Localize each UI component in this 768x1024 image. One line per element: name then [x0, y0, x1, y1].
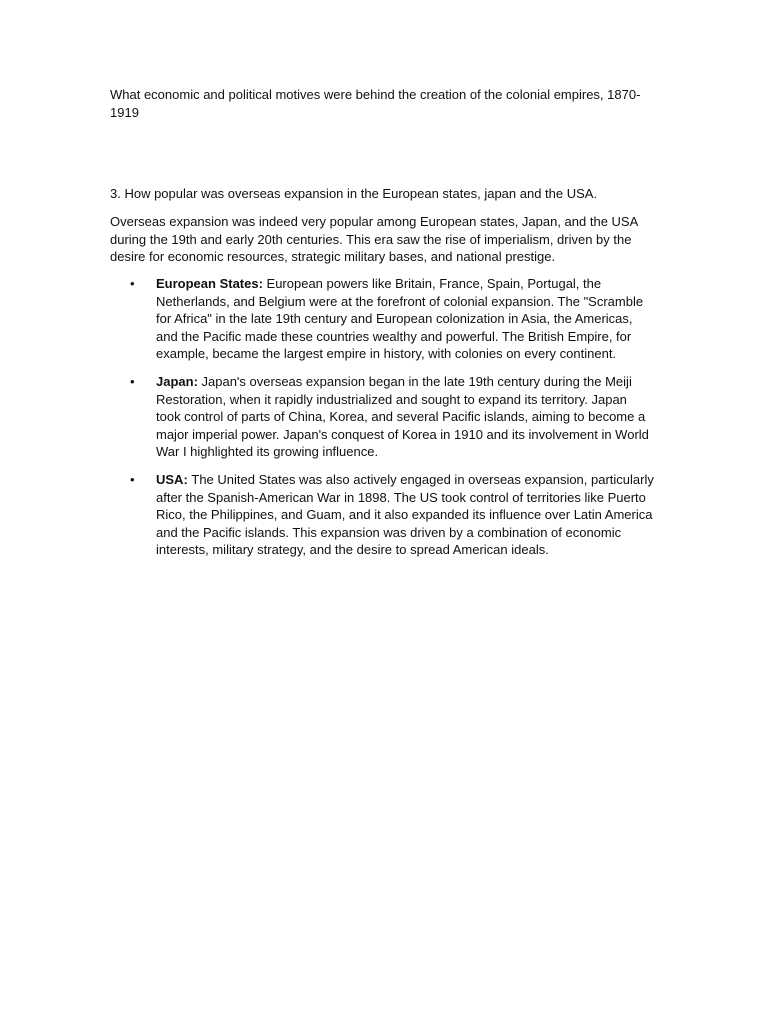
bullet-item-usa	[110, 471, 655, 559]
bullet-text: European powers like Britain, France, Spain, Portugal, the Netherlands, and Belgium were at the forefront of colonial expansion. The "Scramble for Africa" in the late 19th century and European colonization in Asia, the Americas, and the Pacific made these countries wealthy and powerful. The British Empire, for example, became the largest empire in history, with colonies on every continent.	[156, 276, 644, 362]
document-title: What economic and political motives were behind the creation of the colonial empires, 1870-1919	[110, 87, 641, 120]
bullet-text: The United States was also actively engaged in overseas expansion, particularly after the Spanish-American War in 1898. The US took control of territories like Puerto Rico, the Philippines, and Guam, and it also expanded its influence over Latin America and the Pacific islands. This expansion was driven by a combination of economic interests, military strategy, and the desire to spread American ideals.	[156, 471, 654, 558]
bullet-dot-icon: •	[130, 471, 135, 487]
question-heading: 3. How popular was overseas expansion in the European states, japan and the USA.	[110, 186, 598, 201]
bullet-item-european-states	[110, 275, 655, 363]
bullet-label: USA:	[156, 471, 192, 487]
bullet-label: Japan:	[156, 373, 202, 389]
intro-paragraph: Overseas expansion was indeed very popular among European states, Japan, and the USA during the 19th and early 20th centuries. This era saw the rise of imperialism, driven by the desire for economic resources, strategic military bases, and national prestige.	[110, 214, 638, 264]
bullet-label: European States:	[156, 276, 267, 291]
bullet-list	[110, 275, 655, 569]
bullet-dot-icon: •	[130, 373, 135, 389]
bullet-item-japan	[110, 373, 655, 461]
bullet-dot-icon: •	[130, 276, 135, 291]
bullet-text: Japan's overseas expansion began in the late 19th century during the Meiji Restoration, when it rapidly industrialized and sought to expand its territory. Japan took control of parts of China, Korea, and several Pacific islands, aiming to become a major imperial power. Japan's conquest of Korea in 1910 and its involvement in World War I highlighted its growing influence.	[156, 373, 649, 460]
